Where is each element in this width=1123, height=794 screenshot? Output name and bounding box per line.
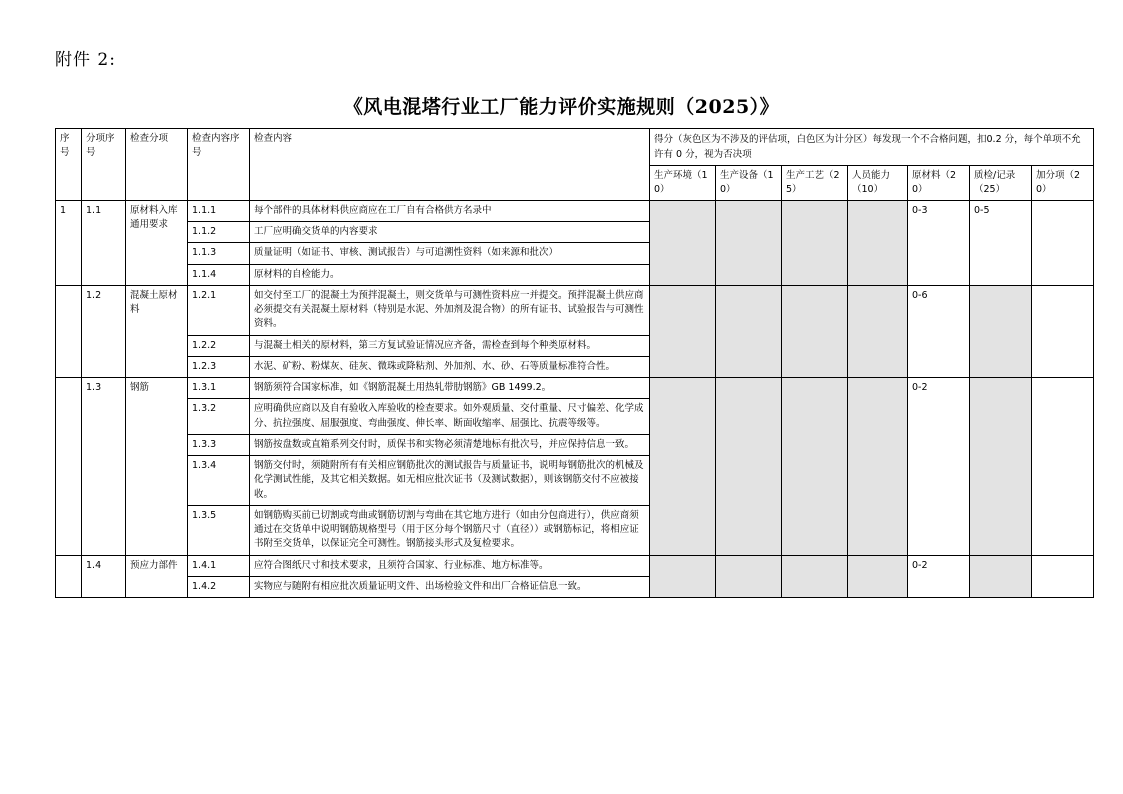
score-raw-materials: 0-6 [908,285,970,377]
evaluation-table-wrap [55,128,1081,598]
header-col-production-process: 生产工艺（25） [782,166,848,201]
row-seq: 1 [56,200,82,285]
score-production-environment [650,555,716,598]
page-title: 《风电混塔行业工厂能力评价实施规则（2025）》 [343,96,780,118]
score-production-equipment [716,285,782,377]
header-col-bonus-items: 加分项（20） [1032,166,1094,201]
table-row [56,378,1094,399]
item-no: 1.3.1 [188,378,250,399]
score-raw-materials: 0-2 [908,378,970,556]
score-production-equipment [716,200,782,285]
table-row [56,555,1094,576]
item-content: 工厂应明确交货单的内容要求 [250,222,650,243]
item-content: 质量证明（如证书、审核、测试报告）与可追溯性资料（如来源和批次） [250,243,650,264]
header-col-production-equipment: 生产设备（10） [716,166,782,201]
score-production-equipment [716,555,782,598]
score-quality-records [970,378,1032,556]
item-content: 水泥、矿粉、粉煤灰、硅灰、微珠或降粘剂、外加剂、水、砂、石等质量标准符合性。 [250,356,650,377]
row-category: 混凝土原材料 [126,285,188,377]
item-no: 1.3.2 [188,399,250,435]
header-seq: 序号 [56,129,82,201]
item-content: 原材料的自检能力。 [250,264,650,285]
item-no: 1.4.1 [188,555,250,576]
score-quality-records [970,285,1032,377]
score-production-process [782,285,848,377]
score-quality-records: 0-5 [970,200,1032,285]
item-no: 1.4.2 [188,576,250,597]
item-no: 1.2.3 [188,356,250,377]
header-col-production-environment: 生产环境（10） [650,166,716,201]
header-content: 检查内容 [250,129,650,201]
row-sub-seq: 1.1 [82,200,126,285]
row-sub-seq: 1.4 [82,555,126,598]
score-production-equipment [716,378,782,556]
header-col-personnel-capability: 人员能力（10） [848,166,908,201]
item-content: 应明确供应商以及自有验收入库验收的检查要求。如外观质量、交付重量、尺寸偏差、化学成分、抗拉强度、屈服强度、弯曲强度、伸长率、断面收缩率、屈强比、抗震等级等。 [250,399,650,435]
item-no: 1.1.2 [188,222,250,243]
item-content: 每个部件的具体材料供应商应在工厂自有合格供方名录中 [250,200,650,221]
score-production-process [782,200,848,285]
row-sub-seq: 1.2 [82,285,126,377]
score-production-process [782,378,848,556]
row-seq [56,285,82,377]
evaluation-table-body [56,129,1094,598]
item-content: 如钢筋购买前已切割或弯曲或钢筋切割与弯曲在其它地方进行（如由分包商进行），供应商须通过在交货单中说明钢筋规格型号（用于区分每个钢筋尺寸（直径））或钢筋标记，将相应证书附至交货单，以保证完全可测性。钢筋接头形式及复检要求。 [250,505,650,555]
row-category: 原材料入库通用要求 [126,200,188,285]
score-production-environment [650,200,716,285]
item-content: 钢筋须符合国家标准，如《钢筋混凝土用热轧带肋钢筋》GB 1499.2。 [250,378,650,399]
score-note: 得分（灰色区为不涉及的评估项，白色区为计分区）每发现一个不合格问题，扣0.2 分，每个单项不允许有 0 分，视为否决项 [650,129,1094,166]
score-quality-records [970,555,1032,598]
row-category: 预应力部件 [126,555,188,598]
evaluation-table [55,128,1094,598]
score-bonus-items [1032,285,1094,377]
attachment-label: 附件 2: [55,50,116,70]
header-content-seq: 检查内容序号 [188,129,250,201]
item-content: 钢筋交付时，须随附所有有关相应钢筋批次的测试报告与质量证书，说明每钢筋批次的机械及化学测试性能，及其它相关数据。如无相应批次证书（及测试数据），则该钢筋交付不应被接收。 [250,456,650,506]
row-seq [56,378,82,556]
item-no: 1.3.3 [188,434,250,455]
score-bonus-items [1032,200,1094,285]
header-col-raw-materials: 原材料（20） [908,166,970,201]
item-no: 1.1.1 [188,200,250,221]
item-content: 实物应与随附有相应批次质量证明文件、出场检验文件和出厂合格证信息一致。 [250,576,650,597]
score-personnel-capability [848,555,908,598]
score-production-environment [650,378,716,556]
item-no: 1.2.2 [188,335,250,356]
score-bonus-items [1032,555,1094,598]
item-no: 1.3.5 [188,505,250,555]
score-bonus-items [1032,378,1094,556]
item-content: 如交付至工厂的混凝土为预拌混凝土，则交货单与可测性资料应一并提交。预拌混凝土供应商必须提交有关混凝土原材料（特别是水泥、外加剂及混合物）的所有证书、试验报告与可测性资料。 [250,285,650,335]
item-content: 钢筋按盘数或直箱系列交付时，质保书和实物必须清楚地标有批次号，并应保持信息一致。 [250,434,650,455]
row-seq [56,555,82,598]
item-no: 1.2.1 [188,285,250,335]
row-sub-seq: 1.3 [82,378,126,556]
header-check-category: 检查分项 [126,129,188,201]
item-content: 应符合图纸尺寸和技术要求，且须符合国家、行业标准、地方标准等。 [250,555,650,576]
table-row [56,200,1094,221]
table-note-row [56,129,1094,166]
item-no: 1.3.4 [188,456,250,506]
item-no: 1.1.4 [188,264,250,285]
score-production-process [782,555,848,598]
score-raw-materials: 0-2 [908,555,970,598]
score-personnel-capability [848,200,908,285]
score-personnel-capability [848,285,908,377]
row-category: 钢筋 [126,378,188,556]
score-personnel-capability [848,378,908,556]
header-sub-seq: 分项序号 [82,129,126,201]
score-production-environment [650,285,716,377]
table-row [56,285,1094,335]
item-no: 1.1.3 [188,243,250,264]
header-col-quality-records: 质检/记录（25） [970,166,1032,201]
item-content: 与混凝土相关的原材料，第三方复试验证情况应齐备，需检查到每个种类原材料。 [250,335,650,356]
score-raw-materials: 0-3 [908,200,970,285]
